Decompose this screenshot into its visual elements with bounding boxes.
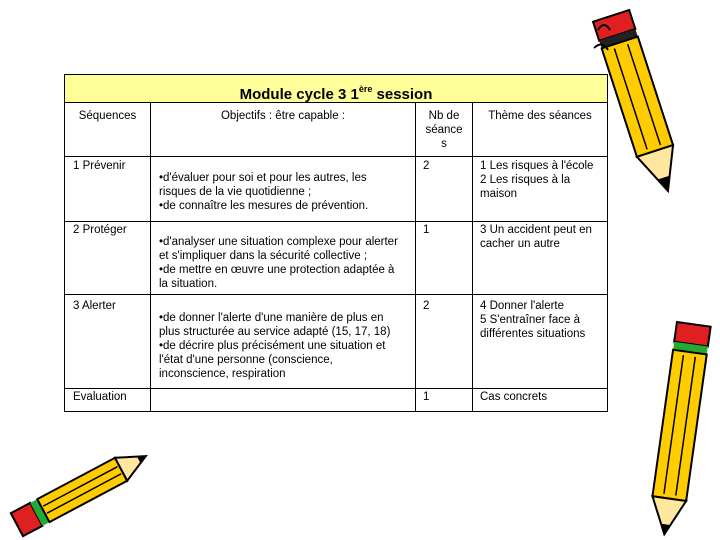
- header-nb-line: Nb de: [428, 110, 460, 122]
- theme-line: 1 Les risques à l'école: [480, 160, 594, 172]
- theme-line: 5 S'entraîner face à: [480, 314, 581, 326]
- row-objectives: [159, 311, 390, 381]
- theme-line: 4 Donner l'alerte: [480, 300, 565, 312]
- theme-line: maison: [480, 188, 518, 200]
- header-sequences: Séquences: [78, 110, 137, 122]
- pencil-icon: [0, 430, 160, 540]
- pencil-icon: [648, 320, 720, 540]
- row-divider: [65, 156, 607, 157]
- module-table: [64, 74, 608, 412]
- objective-line: •de connaître les mesures de prévention.: [159, 200, 369, 212]
- row-sequence: 2 Protéger: [73, 224, 127, 236]
- row-theme: [480, 159, 593, 201]
- header-nb-line: s: [441, 138, 447, 150]
- column-divider: [150, 103, 151, 411]
- row-sequence: 1 Prévenir: [73, 160, 126, 172]
- row-objectives: [159, 171, 368, 213]
- objective-line: •d'évaluer pour soi et pour les autres, les: [159, 172, 367, 184]
- objective-line: •de mettre en œuvre une protection adaptée à: [159, 264, 395, 276]
- header-theme: Thème des séances: [488, 110, 592, 122]
- row-nb: 1: [423, 391, 430, 403]
- pencil-icon: [590, 0, 720, 200]
- header-nb-line: séance: [425, 124, 463, 136]
- row-nb: 2: [423, 300, 430, 312]
- row-divider: [65, 388, 607, 389]
- column-divider: [472, 103, 473, 411]
- row-theme: Cas concrets: [480, 391, 548, 403]
- row-theme: [480, 299, 585, 341]
- row-sequence: Evaluation: [73, 391, 127, 403]
- objective-line: •de décrire plus précisément une situation et: [159, 340, 386, 352]
- header-nb-seances: [416, 109, 472, 151]
- objective-line: la situation.: [159, 278, 218, 290]
- theme-line: cacher un autre: [480, 238, 560, 250]
- objective-line: risques de la vie quotidienne ;: [159, 186, 312, 198]
- objective-line: plus structurée au service adapté (15, 17, 18): [159, 326, 391, 338]
- row-divider: [65, 221, 607, 222]
- row-nb: 1: [423, 224, 430, 236]
- title-superscript: ère: [358, 84, 373, 94]
- header-objectifs: Objectifs : être capable :: [220, 110, 345, 122]
- objective-line: et s'impliquer dans la sécurité collective ;: [159, 250, 368, 262]
- objective-line: inconscience, respiration: [159, 368, 286, 380]
- theme-line: différentes situations: [480, 328, 586, 340]
- objective-line: •d'analyser une situation complexe pour alerter: [159, 236, 398, 248]
- row-nb: 2: [423, 160, 430, 172]
- title-tail: session: [372, 86, 433, 103]
- row-sequence: 3 Alerter: [73, 300, 116, 312]
- objective-line: l'état d'une personne (conscience,: [159, 354, 333, 366]
- row-objectives: [159, 235, 398, 291]
- theme-line: 2 Les risques à la: [480, 174, 571, 186]
- title-text: Module cycle 3 1: [239, 86, 359, 103]
- theme-line: 3 Un accident peut en: [480, 224, 592, 236]
- row-theme: [480, 223, 592, 251]
- row-divider: [65, 294, 607, 295]
- table-title: [65, 75, 607, 103]
- objective-line: •de donner l'alerte d'une manière de plus en: [159, 312, 384, 324]
